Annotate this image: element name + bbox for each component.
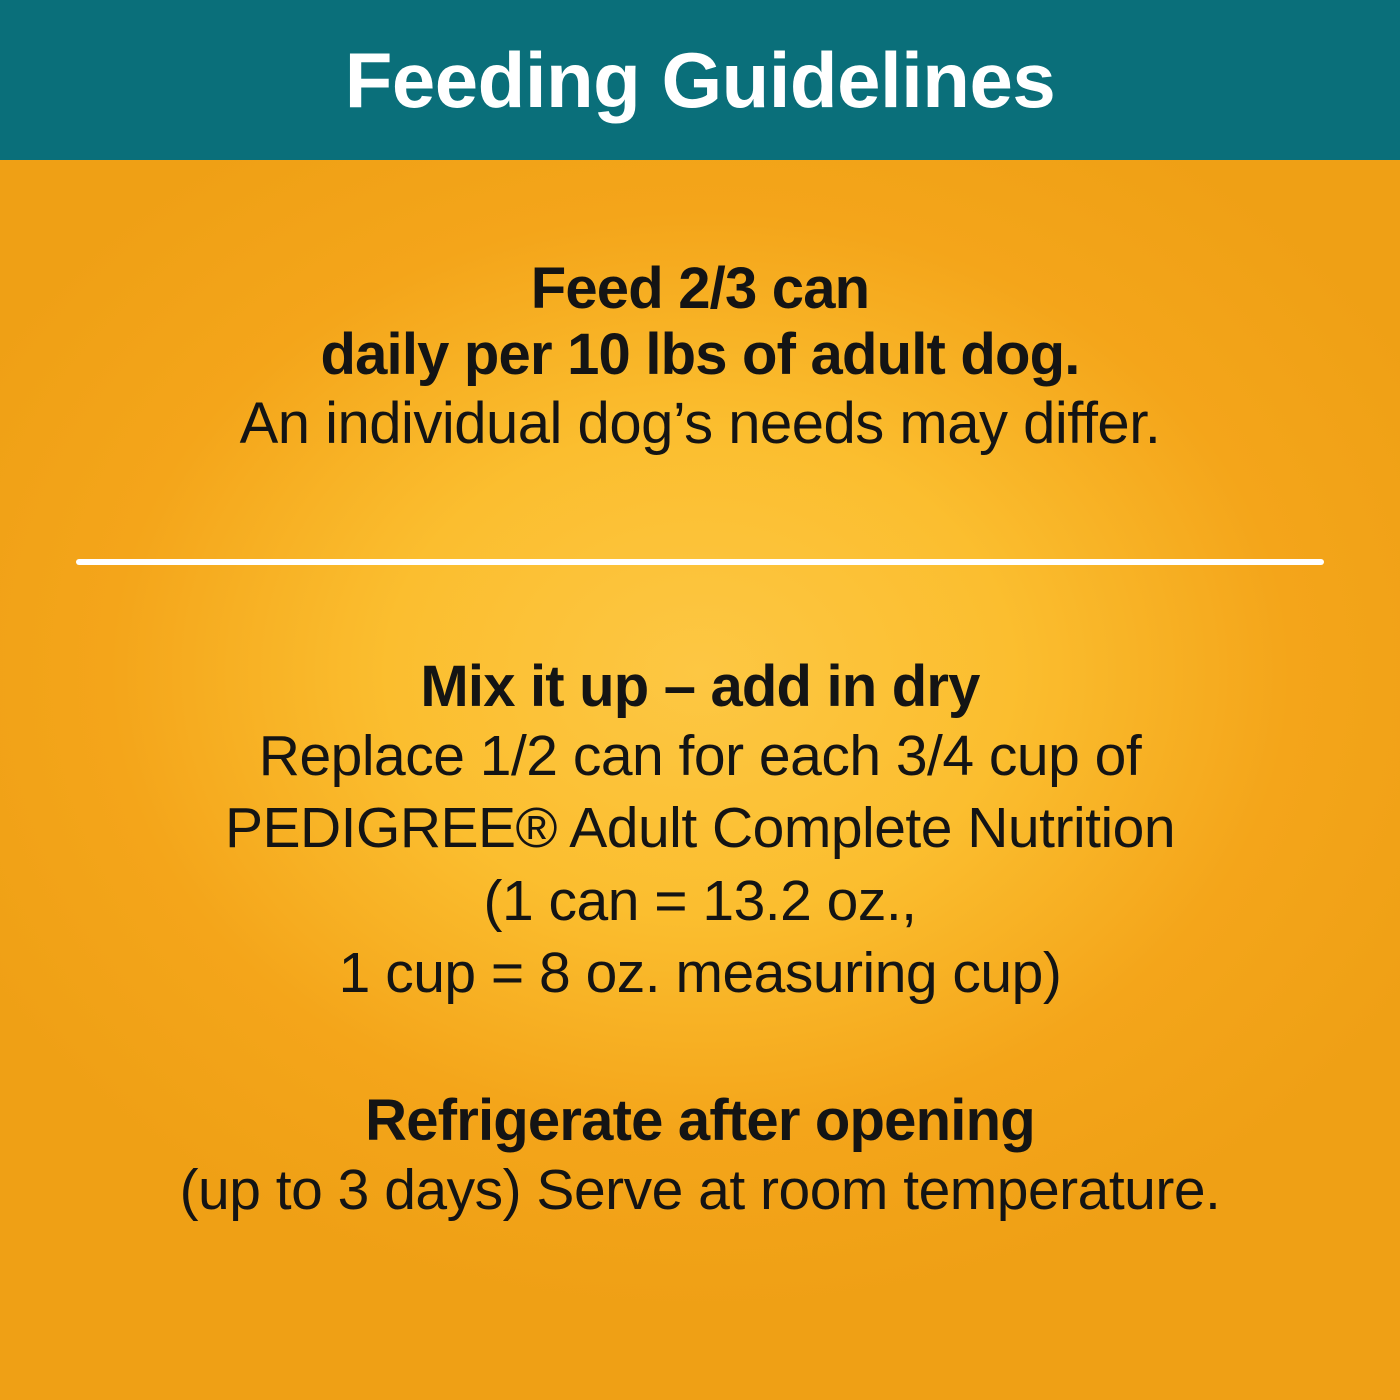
- feeding-amount-section: [35, 256, 1365, 461]
- feeding-amount-line-1: Feed 2/3 can: [530, 256, 870, 321]
- mix-in-dry-heading: Mix it up – add in dry: [420, 653, 980, 719]
- storage-section: [35, 1087, 1365, 1226]
- mix-in-dry-line-2: PEDIGREE® Adult Complete Nutrition: [224, 796, 1176, 861]
- mix-in-dry-line-3: (1 can = 13.2 oz.,: [483, 868, 917, 933]
- mix-in-dry-section: [35, 653, 1365, 1010]
- storage-heading: Refrigerate after opening: [365, 1088, 1035, 1154]
- mix-in-dry-line-4: 1 cup = 8 oz. measuring cup): [338, 941, 1062, 1006]
- page-title: Feeding Guidelines: [344, 36, 1056, 124]
- storage-note: (up to 3 days) Serve at room temperature.: [179, 1157, 1221, 1222]
- section-divider: [76, 559, 1324, 565]
- panel-header: [0, 0, 1400, 160]
- feeding-amount-note: An individual dog’s needs may differ.: [239, 391, 1161, 457]
- panel-body: [0, 160, 1400, 1400]
- feeding-amount-line-2: daily per 10 lbs of adult dog.: [320, 322, 1080, 388]
- mix-in-dry-line-1: Replace 1/2 can for each 3/4 cup of: [258, 723, 1142, 788]
